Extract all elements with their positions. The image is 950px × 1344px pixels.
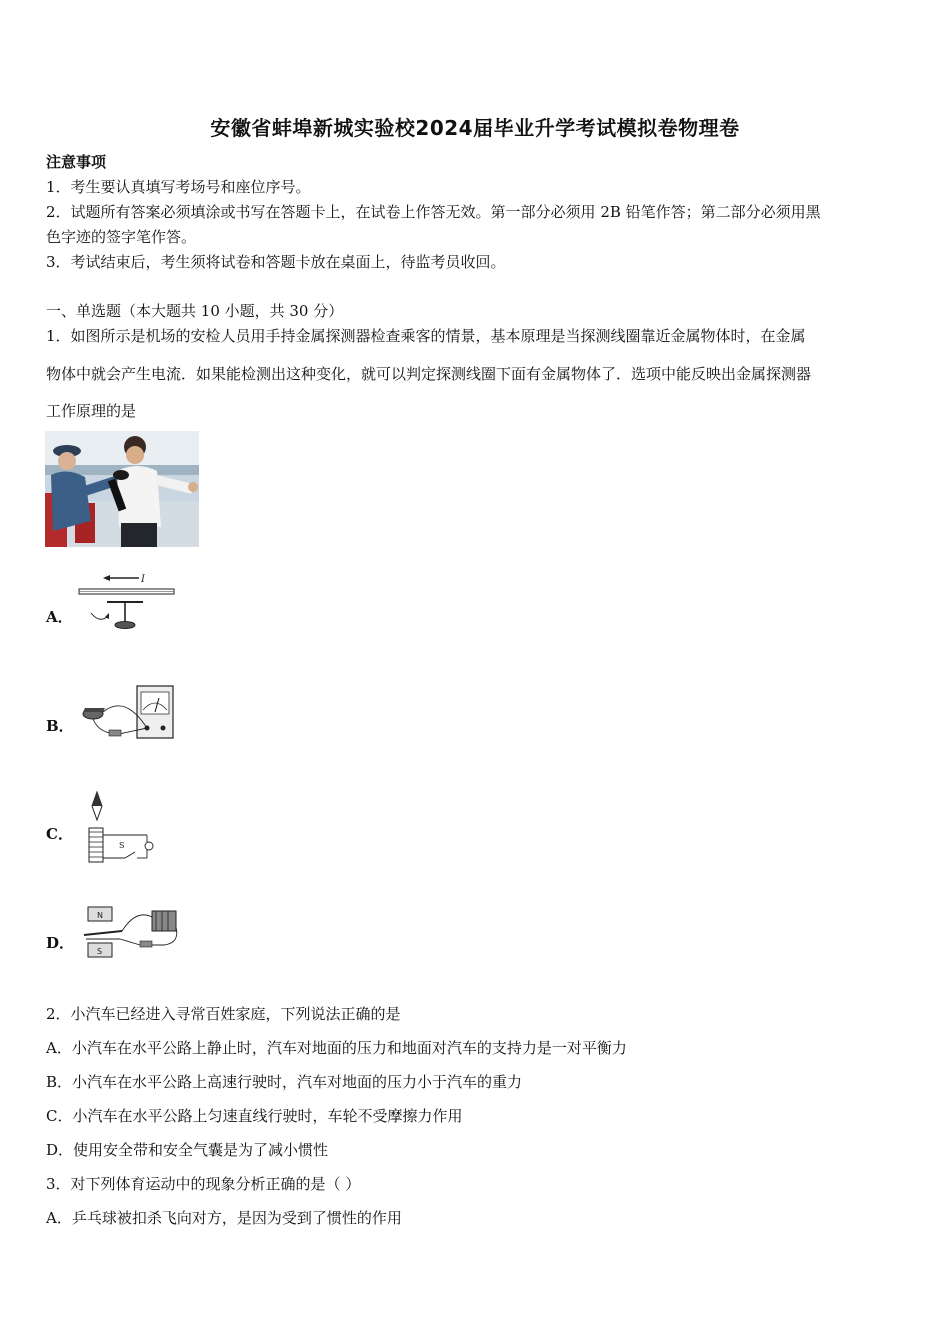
q1-option-c-diagram <box>83 790 157 870</box>
security-check-photo <box>45 431 199 547</box>
notice-heading: 注意事项 <box>46 153 107 171</box>
notice-item-2: 2．试题所有答案必须填涂或书写在答题卡上，在试卷上作答无效。第一部分必须用 2B 铅笔作答；第二部分必须用黑 <box>46 203 821 221</box>
notice-item-1: 1．考生要认真填写考场号和座位序号。 <box>46 178 311 196</box>
magnet-n-label: N <box>97 911 103 920</box>
q2-option-b: B．小汽车在水平公路上高速行驶时，汽车对地面的压力小于汽车的重力 <box>46 1073 523 1091</box>
q2-option-d: D．使用安全带和安全气囊是为了减小惯性 <box>46 1141 329 1159</box>
notice-item-2-cont: 色字迹的签字笔作答。 <box>46 228 197 246</box>
q1-stem-line-3: 工作原理的是 <box>46 402 137 420</box>
current-label: I <box>141 574 145 585</box>
q1-option-b-diagram <box>81 684 175 742</box>
q1-option-b-label: B． <box>46 717 74 735</box>
q1-stem-line-1: 1．如图所示是机场的安检人员用手持金属探测器检查乘客的情景，基本原理是当探测线圈靠近金属物体时，在金属 <box>46 327 806 345</box>
exam-title: 安徽省蚌埠新城实验校2024届毕业升学考试模拟卷物理卷 <box>210 116 740 140</box>
q1-option-a-diagram <box>77 571 176 633</box>
q2-stem: 2．小汽车已经进入寻常百姓家庭，下列说法正确的是 <box>46 1005 401 1023</box>
q1-option-c-label: C． <box>46 825 73 843</box>
q1-option-d-diagram <box>80 899 183 959</box>
q3-stem: 3．对下列体育运动中的现象分析正确的是（ ） <box>46 1175 361 1193</box>
q2-option-c: C．小汽车在水平公路上匀速直线行驶时，车轮不受摩擦力作用 <box>46 1107 463 1125</box>
q3-option-a: A．乒乓球被扣杀飞向对方，是因为受到了惯性的作用 <box>46 1209 402 1227</box>
magnet-s-label: S <box>97 947 103 956</box>
q1-stem-line-2: 物体中就会产生电流．如果能检测出这种变化，就可以判定探测线圈下面有金属物体了．选项中能反映出金属探测器 <box>46 365 812 383</box>
switch-label: S <box>119 841 125 850</box>
notice-item-3: 3．考试结束后，考生须将试卷和答题卡放在桌面上，待监考员收回。 <box>46 253 506 271</box>
q1-option-a-label: A． <box>46 608 73 626</box>
q2-option-a: A．小汽车在水平公路上静止时，汽车对地面的压力和地面对汽车的支持力是一对平衡力 <box>46 1039 627 1057</box>
q1-option-d-label: D． <box>46 934 75 952</box>
section-heading: 一、单选题（本大题共 10 小题，共 30 分） <box>46 302 344 320</box>
